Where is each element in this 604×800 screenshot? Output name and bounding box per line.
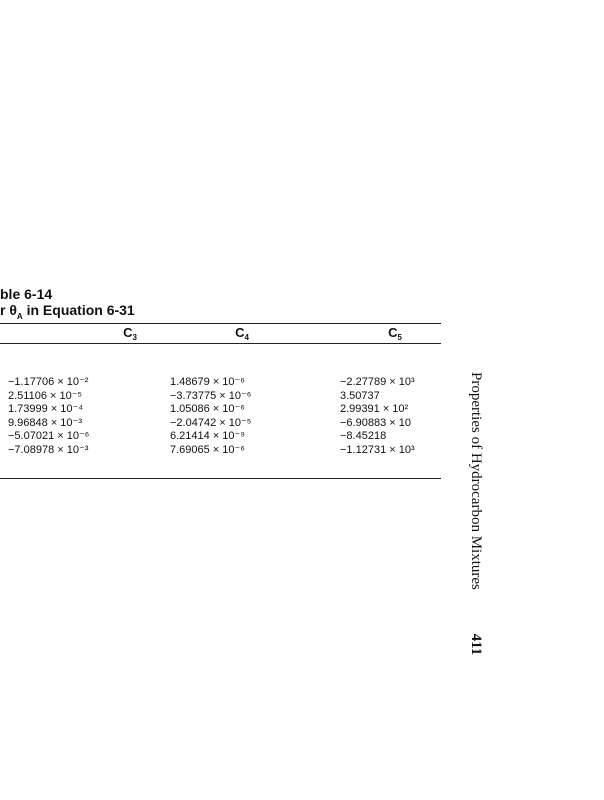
table-column-c4	[170, 376, 251, 458]
table-column-c5	[340, 376, 415, 458]
table-cell: −1.17706 × 10⁻²	[8, 376, 89, 388]
running-head	[464, 372, 484, 712]
table-rule-top	[0, 323, 441, 324]
table-rule-header	[0, 343, 441, 344]
table-cell: −2.04742 × 10⁻⁵	[170, 416, 252, 429]
table-cell: 2.51106 × 10⁻⁵	[8, 389, 83, 402]
table-cell: 6.21414 × 10⁻⁹	[170, 430, 246, 443]
table-cell: 1.48679 × 10⁻⁶	[170, 376, 245, 388]
table-cell: −7.08978 × 10⁻³	[8, 443, 89, 456]
page-number: 411	[468, 633, 484, 656]
column-header-c3: $C_3$	[123, 325, 137, 342]
column-header-c4: $C_4$	[235, 325, 249, 342]
column-header-c5: $C_5$	[388, 325, 402, 342]
table-cell: −3.73775 × 10⁻⁶	[170, 389, 252, 402]
table-column-c3	[8, 376, 89, 458]
table-cell: −1.12731 × 10³	[340, 443, 415, 456]
table-cell: 3.50737	[340, 389, 380, 402]
table-cell: −6.90883 × 10	[340, 416, 411, 429]
table-number: ble 6-14	[0, 286, 53, 302]
table-cell: −2.27789 × 10³	[340, 376, 415, 388]
running-head-title: Properties of Hydrocarbon Mixtures	[468, 372, 484, 590]
table-cell: 1.73999 × 10⁻⁴	[8, 403, 84, 416]
table-rule-bottom	[0, 478, 441, 479]
table-title: r $\theta_A$ in Equation 6-31	[0, 302, 135, 321]
table-cell: 9.96848 × 10⁻³	[8, 416, 83, 429]
table-title-text: $\theta_A$ in Equation 6-31	[9, 302, 135, 321]
table-cell: −8.45218	[340, 430, 387, 443]
table-cell: 2.99391 × 10²	[340, 403, 409, 416]
table-cell: 1.05086 × 10⁻⁶	[170, 403, 245, 416]
table-cell: −5.07021 × 10⁻⁶	[8, 430, 90, 443]
table-cell: 7.69065 × 10⁻⁶	[170, 443, 245, 456]
